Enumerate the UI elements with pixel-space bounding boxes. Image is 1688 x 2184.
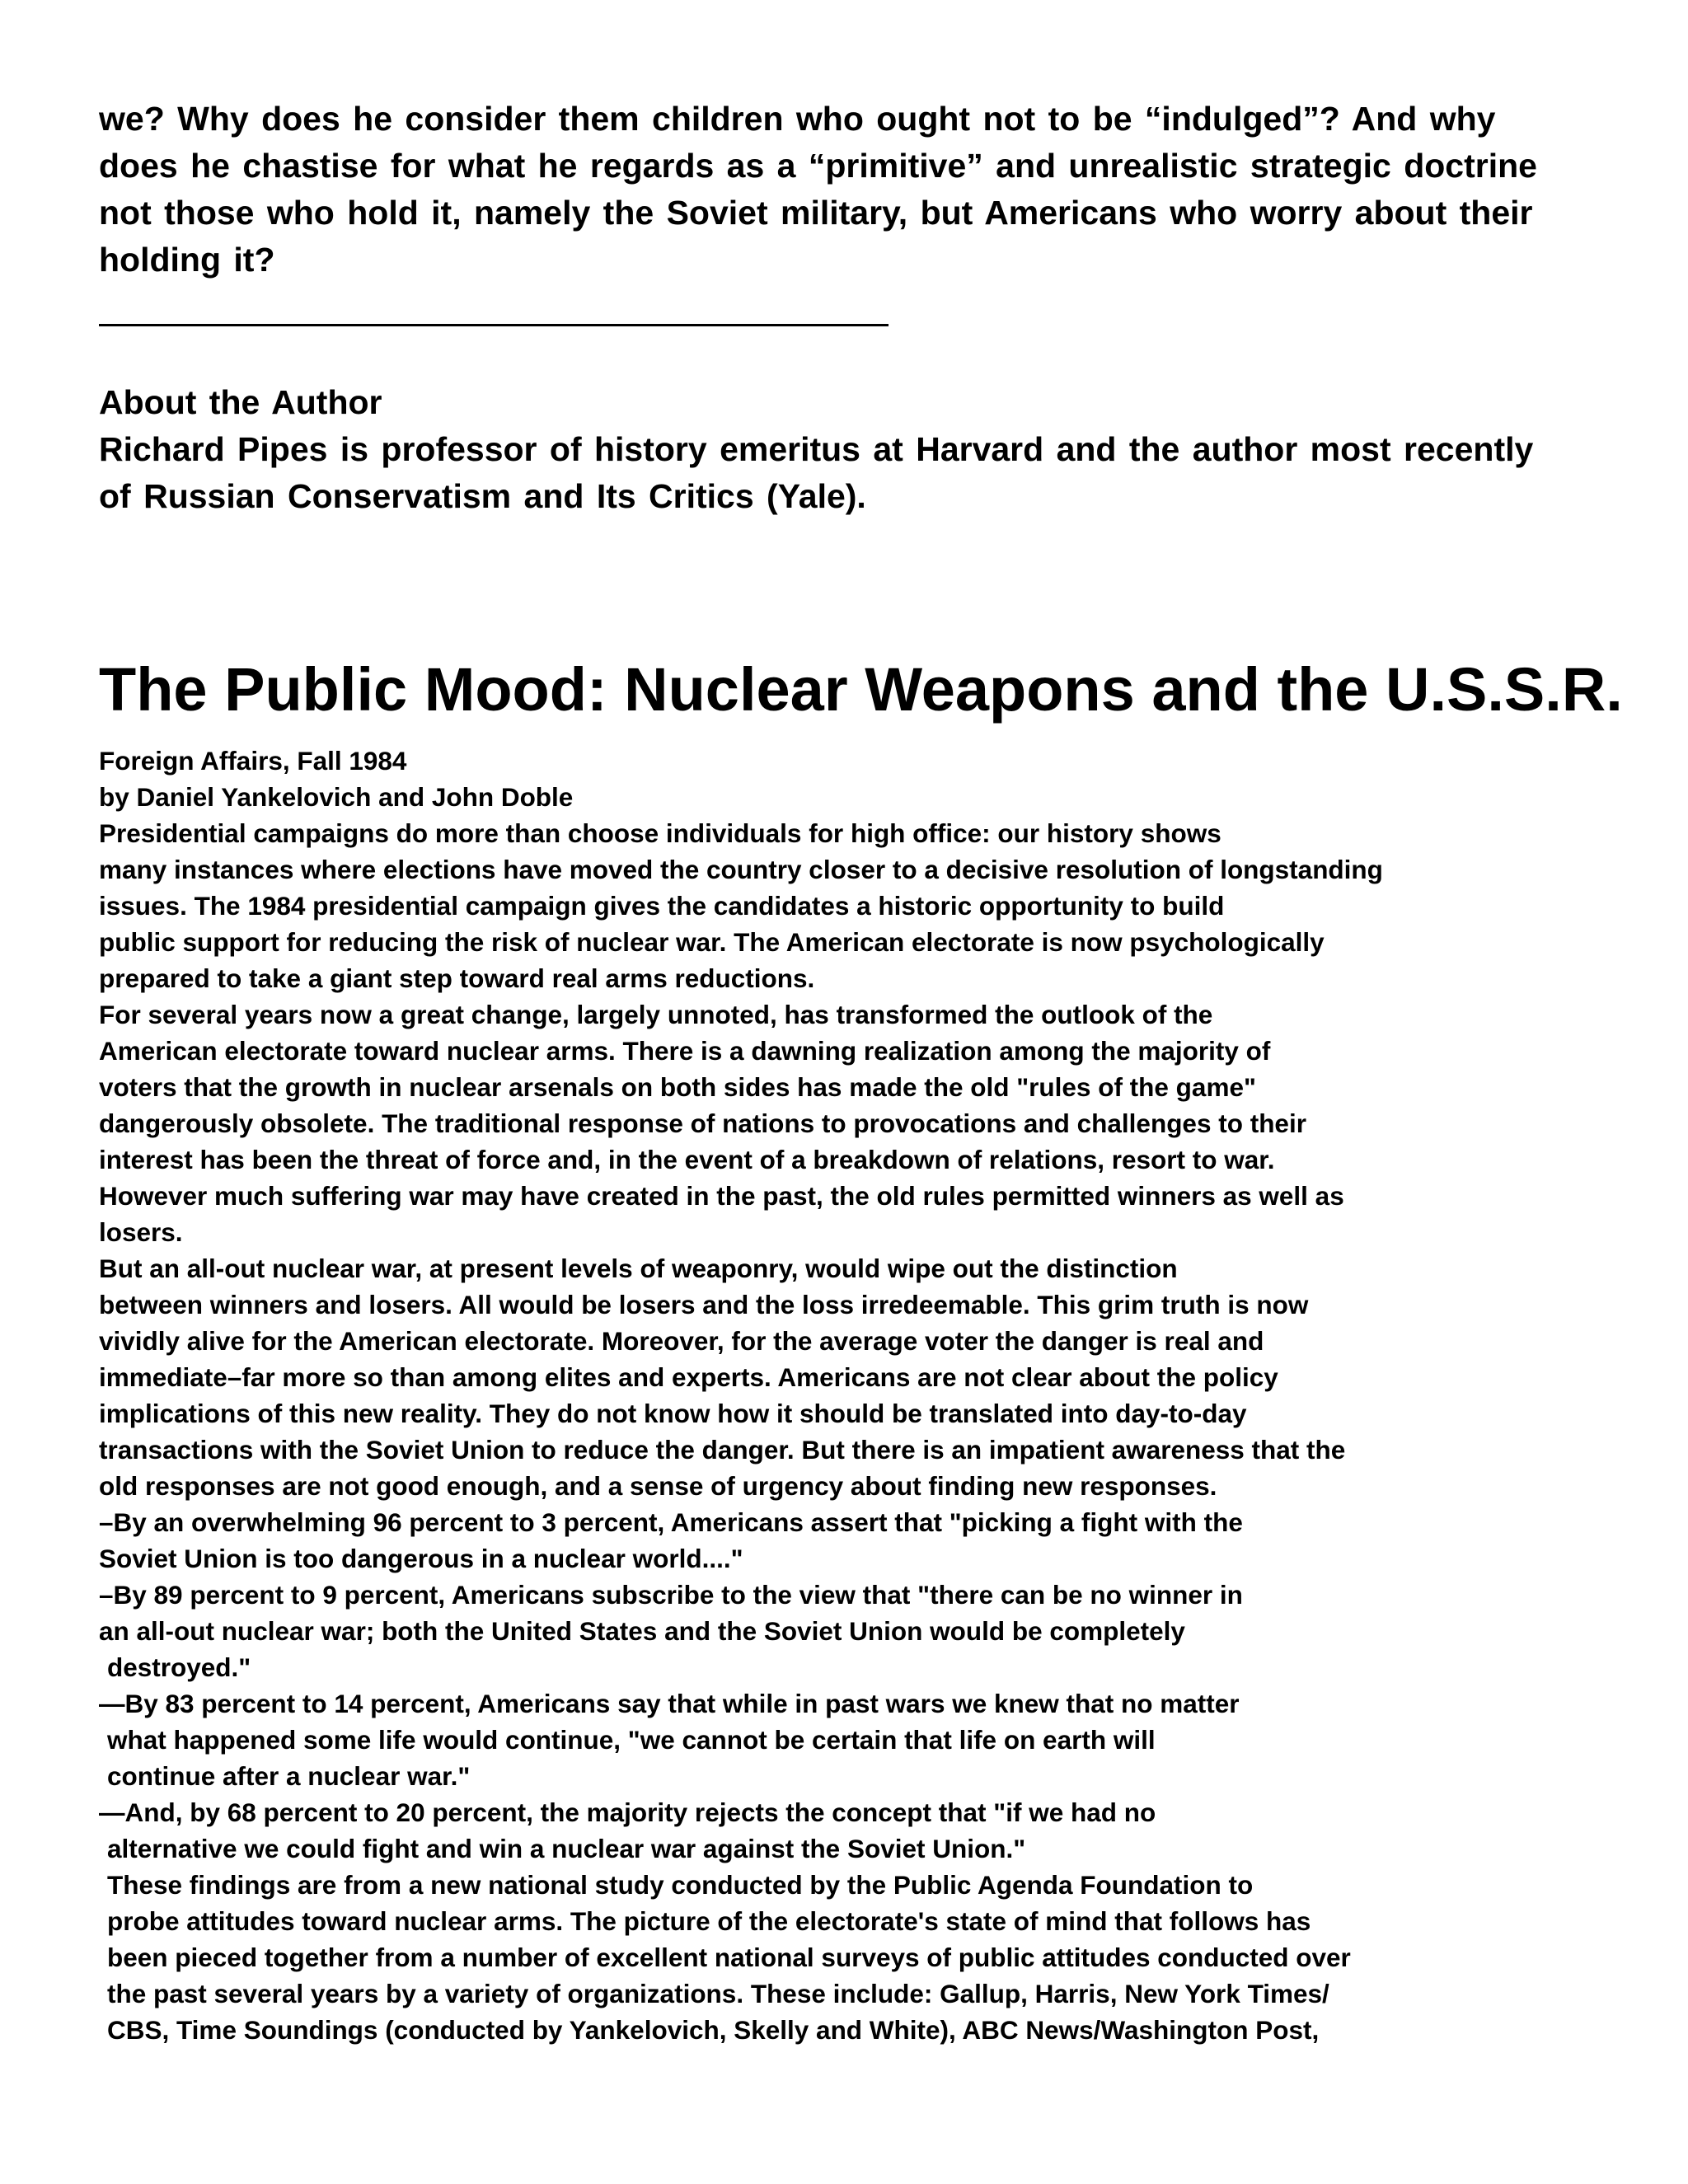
- continued-paragraph: [99, 96, 1582, 284]
- body-line: many instances where elections have moved the country closer to a decisive resolution of longstanding: [99, 855, 1383, 884]
- body-line: These findings are from a new national study conducted by the Public Agenda Foundation to: [107, 1870, 1254, 1900]
- body-line: American electorate toward nuclear arms. There is a dawning realization among the majority of: [99, 1036, 1271, 1066]
- body-line: destroyed.": [107, 1652, 251, 1682]
- body-line: losers.: [99, 1217, 183, 1247]
- body-line: what happened some life would continue, "we cannot be certain that life on earth will: [107, 1725, 1156, 1755]
- body-line: immediate–far more so than among elites and experts. Americans are not clear about the policy: [99, 1362, 1278, 1392]
- body-line: Soviet Union is too dangerous in a nuclear world....": [99, 1544, 743, 1573]
- paragraph-line: not those who hold it, namely the Soviet military, but Americans who worry about their: [99, 194, 1533, 232]
- body-line: CBS, Time Soundings (conducted by Yankelovich, Skelly and White), ABC News/Washington Post,: [107, 2015, 1320, 2045]
- body-line: probe attitudes toward nuclear arms. The picture of the electorate's state of mind that follows has: [107, 1906, 1311, 1936]
- body-line: prepared to take a giant step toward real arms reductions.: [99, 963, 815, 993]
- body-line: interest has been the threat of force and, in the event of a breakdown of relations, resort to war.: [99, 1145, 1275, 1174]
- body-line: dangerously obsolete. The traditional response of nations to provocations and challenges to their: [99, 1108, 1306, 1138]
- body-line: the past several years by a variety of organizations. These include: Gallup, Harris, New York Times/: [107, 1979, 1329, 2008]
- paragraph-line: holding it?: [99, 241, 275, 279]
- body-line: between winners and losers. All would be losers and the loss irredeemable. This grim truth is now: [99, 1290, 1309, 1319]
- body-line: —And, by 68 percent to 20 percent, the majority rejects the concept that "if we had no: [99, 1797, 1156, 1827]
- section-divider: [99, 324, 889, 326]
- body-line: issues. The 1984 presidential campaign gives the candidates a historic opportunity to build: [99, 891, 1225, 921]
- about-heading: About the Author: [99, 383, 382, 421]
- article-source: Foreign Affairs, Fall 1984: [99, 746, 407, 776]
- body-line: voters that the growth in nuclear arsenals on both sides has made the old "rules of the game": [99, 1072, 1256, 1102]
- about-author-section: [99, 379, 1582, 520]
- body-line: an all-out nuclear war; both the United States and the Soviet Union would be completely: [99, 1616, 1185, 1646]
- body-line: old responses are not good enough, and a sense of urgency about finding new responses.: [99, 1471, 1217, 1501]
- body-line: transactions with the Soviet Union to reduce the danger. But there is an impatient awareness that the: [99, 1435, 1346, 1465]
- body-line: Presidential campaigns do more than choose individuals for high office: our history shows: [99, 818, 1221, 848]
- body-line: –By an overwhelming 96 percent to 3 percent, Americans assert that "picking a fight with the: [99, 1507, 1243, 1537]
- body-line: But an all-out nuclear war, at present levels of weaponry, would wipe out the distinction: [99, 1254, 1178, 1283]
- paragraph-line: we? Why does he consider them children who ought not to be “indulged”? And why: [99, 100, 1496, 138]
- article-title: The Public Mood: Nuclear Weapons and the U.S.S.R.: [99, 655, 1623, 724]
- body-line: been pieced together from a number of excellent national surveys of public attitudes conducted over: [107, 1943, 1351, 1972]
- body-line: —By 83 percent to 14 percent, Americans say that while in past wars we knew that no matter: [99, 1689, 1240, 1718]
- body-line: For several years now a great change, largely unnoted, has transformed the outlook of the: [99, 1000, 1213, 1029]
- about-text-line: Richard Pipes is professor of history emeritus at Harvard and the author most recently: [99, 430, 1534, 468]
- body-line: continue after a nuclear war.": [107, 1761, 471, 1791]
- article-byline: by Daniel Yankelovich and John Doble: [99, 782, 574, 812]
- body-line: However much suffering war may have created in the past, the old rules permitted winners as well as: [99, 1181, 1344, 1211]
- body-line: –By 89 percent to 9 percent, Americans subscribe to the view that "there can be no winner in: [99, 1580, 1243, 1610]
- body-line: vividly alive for the American electorate. Moreover, for the average voter the danger is real and: [99, 1326, 1264, 1356]
- article-body: [99, 743, 1582, 2048]
- body-line: implications of this new reality. They do not know how it should be translated into day-to-day: [99, 1399, 1247, 1428]
- body-line: alternative we could fight and win a nuclear war against the Soviet Union.": [107, 1834, 1026, 1863]
- paragraph-line: does he chastise for what he regards as a “primitive” and unrealistic strategic doctrine: [99, 147, 1537, 185]
- body-line: public support for reducing the risk of nuclear war. The American electorate is now psychologically: [99, 927, 1325, 957]
- about-text-line: of Russian Conservatism and Its Critics (Yale).: [99, 477, 866, 515]
